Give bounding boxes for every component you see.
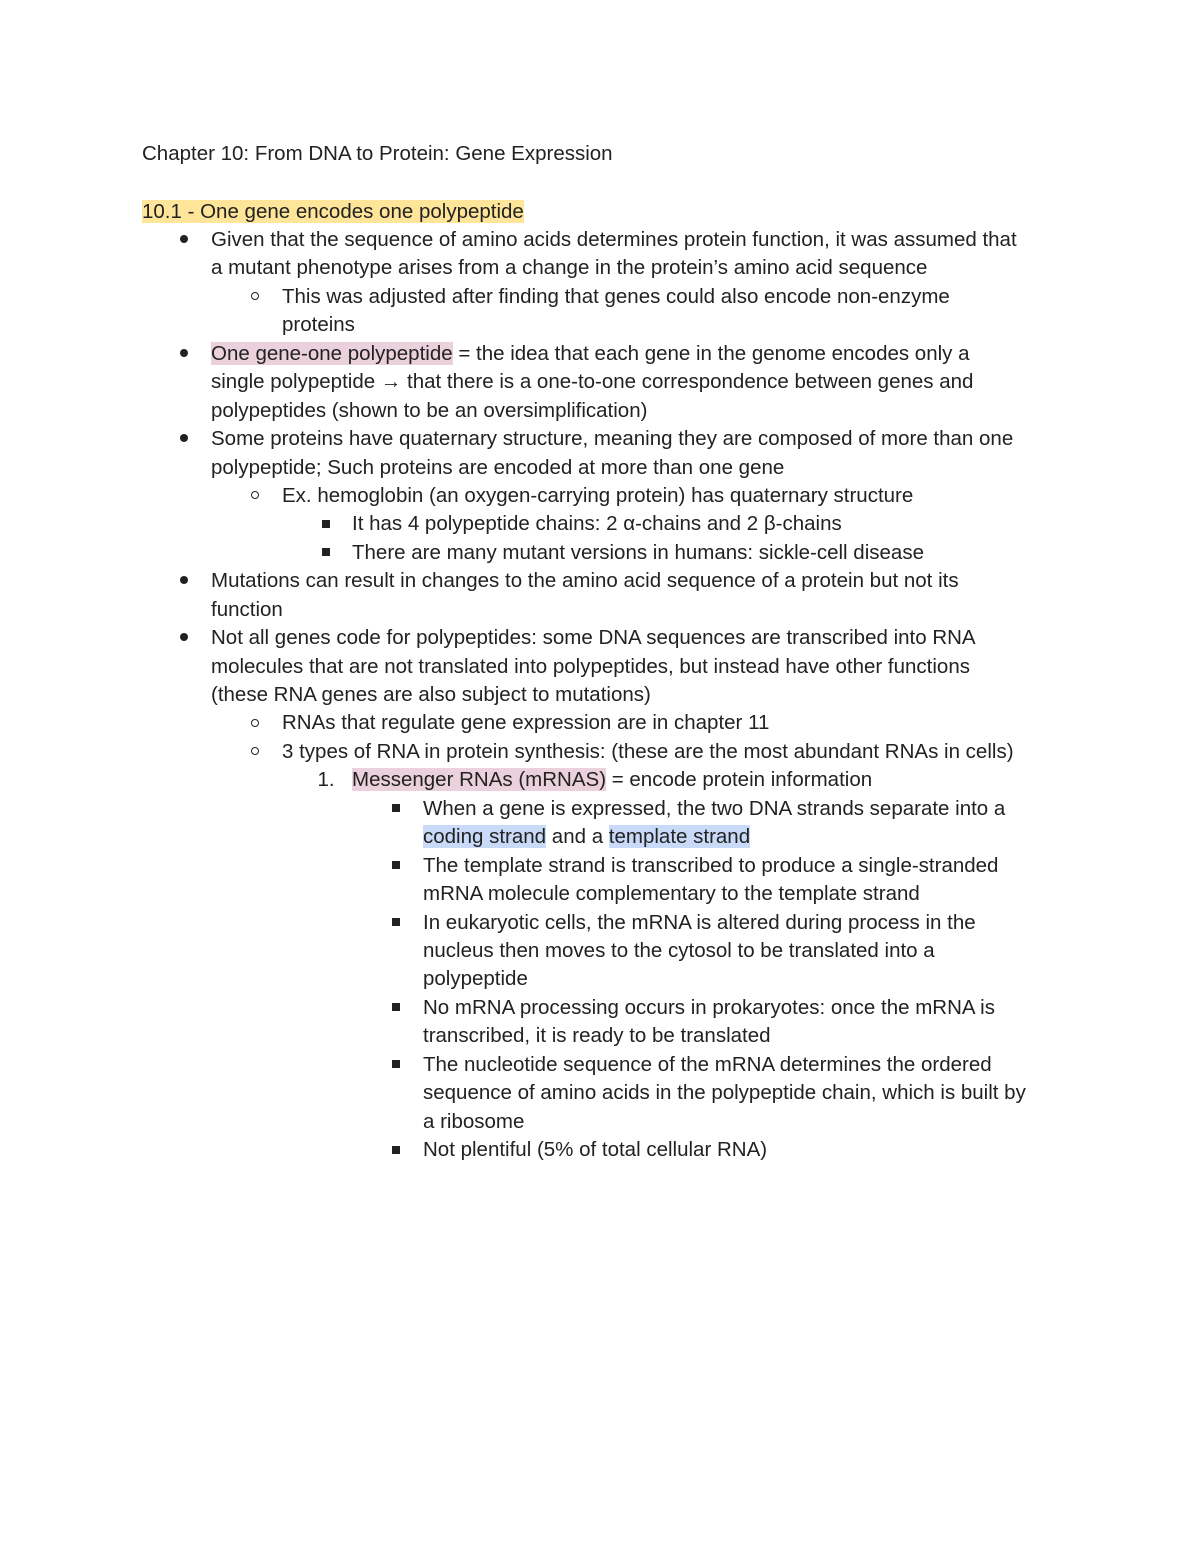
highlighted-term: One gene-one polypeptide bbox=[211, 341, 453, 365]
list-item-text: nucleus then moves to the cytosol to be translated into a bbox=[423, 938, 935, 962]
list-item-text bbox=[211, 340, 970, 368]
list-item-text: polypeptides (shown to be an oversimplification) bbox=[211, 398, 648, 422]
bullet-circle-icon bbox=[245, 283, 265, 311]
highlighted-term: coding strand bbox=[423, 825, 547, 849]
list-item-text: Given that the sequence of amino acids determines protein function, it was assumed that bbox=[211, 228, 1017, 251]
highlighted-term: Messenger RNAs (mRNAS) bbox=[352, 768, 607, 792]
list-item-continuation bbox=[0, 681, 1200, 709]
list-item-continuation bbox=[0, 368, 1200, 396]
list-item bbox=[0, 852, 1200, 880]
list-item-continuation bbox=[0, 965, 1200, 993]
list-item-text: Mutations can result in changes to the amino acid sequence of a protein but not its bbox=[211, 569, 959, 593]
list-item-text bbox=[423, 823, 750, 851]
list-item-continuation bbox=[0, 397, 1200, 425]
bullet-dot-icon bbox=[174, 425, 194, 453]
bullet-dot-icon bbox=[174, 624, 194, 652]
note-body bbox=[0, 226, 1200, 1164]
bullet-square-icon bbox=[386, 795, 406, 823]
list-item bbox=[0, 340, 1200, 368]
list-item-text: 3 types of RNA in protein synthesis: (these are the most abundant RNAs in cells) bbox=[282, 739, 1014, 763]
list-item-text: function bbox=[211, 597, 283, 621]
section-heading bbox=[142, 198, 524, 226]
list-item-text: single polypeptide → that there is a one-to-one correspondence between genes and bbox=[211, 370, 974, 394]
list-item bbox=[0, 425, 1200, 453]
list-item bbox=[0, 283, 1200, 311]
list-item bbox=[0, 567, 1200, 595]
list-item-text: The nucleotide sequence of the mRNA determines the ordered bbox=[423, 1052, 992, 1076]
list-item bbox=[0, 1051, 1200, 1079]
list-item-continuation bbox=[0, 653, 1200, 681]
list-item-text: No mRNA processing occurs in prokaryotes: once the mRNA is bbox=[423, 995, 995, 1019]
list-item bbox=[0, 1136, 1200, 1164]
list-item-continuation bbox=[0, 823, 1200, 851]
list-item-text-rest: = the idea that each gene in the genome encodes only a bbox=[452, 341, 970, 365]
list-item-text bbox=[352, 766, 872, 794]
list-item bbox=[0, 795, 1200, 823]
list-item-text: The template strand is transcribed to produce a single-stranded bbox=[423, 853, 999, 877]
list-item-continuation bbox=[0, 254, 1200, 282]
list-item-text-rest: = encode protein information bbox=[606, 768, 873, 792]
list-item bbox=[0, 482, 1200, 510]
list-item-text: molecules that are not translated into polypeptides, but instead have other functions bbox=[211, 654, 970, 678]
list-item-continuation bbox=[0, 1079, 1200, 1107]
list-item-text: transcribed, it is ready to be translated bbox=[423, 1024, 771, 1048]
list-item bbox=[0, 994, 1200, 1022]
list-item-text-rest: and a bbox=[546, 825, 609, 849]
bullet-dot-icon bbox=[174, 340, 194, 368]
list-item-continuation bbox=[0, 880, 1200, 908]
list-item-text: RNAs that regulate gene expression are in chapter 11 bbox=[282, 711, 770, 735]
numbered-item bbox=[0, 766, 1200, 794]
list-item-text: polypeptide bbox=[423, 967, 528, 991]
list-item-text: mRNA molecule complementary to the template strand bbox=[423, 882, 920, 906]
bullet-circle-icon bbox=[245, 482, 265, 510]
list-item bbox=[0, 226, 1200, 254]
list-item-text: Not plentiful (5% of total cellular RNA) bbox=[423, 1138, 768, 1161]
list-item-text: a ribosome bbox=[423, 1109, 525, 1133]
list-item-text: Some proteins have quaternary structure, meaning they are composed of more than one bbox=[211, 427, 1014, 451]
list-item-text: When a gene is expressed, the two DNA strands separate into a bbox=[423, 796, 1006, 820]
list-number: 1. bbox=[317, 768, 335, 792]
section-heading-highlight: 10.1 - One gene encodes one polypeptide bbox=[142, 200, 524, 223]
bullet-square-icon bbox=[316, 510, 336, 538]
list-item-continuation bbox=[0, 937, 1200, 965]
list-item bbox=[0, 738, 1200, 766]
list-item-text: a mutant phenotype arises from a change in the protein’s amino acid sequence bbox=[211, 256, 928, 280]
list-item-continuation bbox=[0, 1022, 1200, 1050]
bullet-dot-icon bbox=[174, 226, 194, 254]
bullet-dot-icon bbox=[174, 567, 194, 595]
bullet-square-icon bbox=[386, 1136, 406, 1164]
list-item-continuation bbox=[0, 596, 1200, 624]
list-item-text: (these RNA genes are also subject to mutations) bbox=[211, 683, 651, 706]
page-title: Chapter 10: From DNA to Protein: Gene Expression bbox=[142, 142, 613, 165]
list-item-text: Not all genes code for polypeptides: some DNA sequences are transcribed into RNA bbox=[211, 626, 976, 650]
bullet-circle-icon bbox=[245, 709, 265, 737]
highlighted-term: template strand bbox=[608, 825, 751, 849]
list-item-text: Ex. hemoglobin (an oxygen-carrying protein) has quaternary structure bbox=[282, 483, 914, 507]
list-item-text: It has 4 polypeptide chains: 2 α-chains and 2 β-chains bbox=[352, 512, 842, 536]
list-item bbox=[0, 709, 1200, 737]
bullet-square-icon bbox=[386, 994, 406, 1022]
list-item bbox=[0, 909, 1200, 937]
list-item-text: In eukaryotic cells, the mRNA is altered during process in the bbox=[423, 910, 976, 934]
bullet-circle-icon bbox=[245, 738, 265, 766]
bullet-square-icon bbox=[386, 909, 406, 937]
list-item-text: sequence of amino acids in the polypeptide chain, which is built by bbox=[423, 1081, 1026, 1105]
bullet-square-icon bbox=[316, 539, 336, 567]
list-item-continuation bbox=[0, 1108, 1200, 1136]
list-item bbox=[0, 624, 1200, 652]
list-item-continuation bbox=[0, 454, 1200, 482]
list-item bbox=[0, 510, 1200, 538]
list-item-text: This was adjusted after finding that genes could also encode non-enzyme bbox=[282, 284, 950, 308]
bullet-square-icon bbox=[386, 1051, 406, 1079]
list-item-text: proteins bbox=[282, 313, 355, 337]
list-item-text: There are many mutant versions in humans: sickle-cell disease bbox=[352, 540, 924, 564]
list-item-text: polypeptide; Such proteins are encoded at more than one gene bbox=[211, 455, 785, 479]
bullet-square-icon bbox=[386, 852, 406, 880]
list-item bbox=[0, 539, 1200, 567]
list-item-continuation bbox=[0, 311, 1200, 339]
